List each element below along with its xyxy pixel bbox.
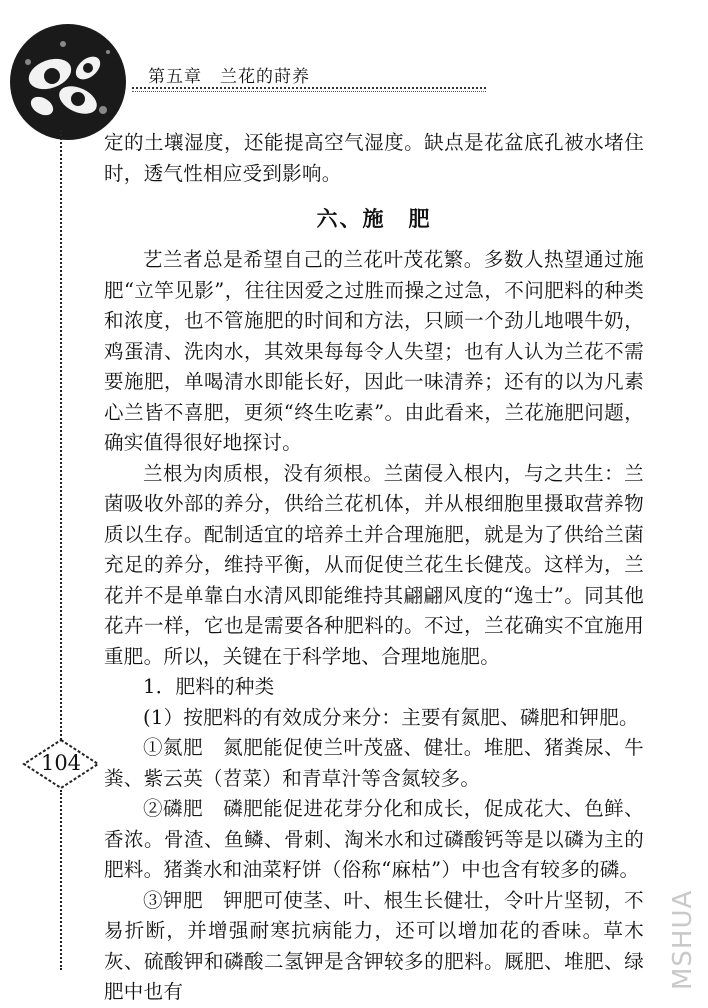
page-body: [104, 128, 644, 1008]
paragraph-1: 艺兰者总是希望自己的兰花叶茂花繁。多数人热望通过施肥“立竿见影”，往往因爱之过胜而操之过急，不问肥料的种类和浓度，也不管施肥的时间和方法，只顾一个劲儿地喂牛奶，鸡蛋清、洗肉水，其效果每每令人失望；也有人认为兰花不需要施肥，单喝清水即能长好，因此一味清养；还有的以为凡素心兰皆不喜肥，更须“终生吃素”。由此看来，兰花施肥问题，确实值得很好地探讨。: [104, 248, 644, 454]
header-divider-secondary: [132, 91, 486, 92]
left-chain-border: [60, 130, 62, 740]
page-number: 104: [40, 751, 82, 775]
item-potassium: ③钾肥 钾肥可使茎、叶、根生长健壮，令叶片坚韧，不易折断，并增强耐寒抗病能力，还可以增加花的香味。草木灰、硫酸钾和磷酸二氢钾是含钾较多的肥料。厩肥、堆肥、绿肥中也有: [104, 888, 644, 1003]
sub-subheading: (1）按肥料的有效成分来分：主要有氮肥、磷肥和钾肥。: [143, 705, 639, 729]
watermark-text: MSHUA: [668, 889, 698, 990]
item-nitrogen: ①氮肥 氮肥能促使兰叶茂盛、健壮。堆肥、猪粪尿、牛粪、紫云英（苕菜）和青草汁等含氮较多。: [104, 736, 644, 790]
left-chain-border-lower: [60, 790, 62, 970]
section-title: 六、施 肥: [316, 206, 432, 231]
chapter-flower-emblem: [8, 22, 128, 142]
header-divider: [132, 87, 486, 89]
subheading: 1．肥料的种类: [143, 675, 275, 698]
item-phosphorus: ②磷肥 磷肥能促进花芽分化和成长，促成花大、色鲜、香浓。骨渣、鱼鳞、骨刺、淘米水和过磷酸钙等是以磷为主的肥料。猪粪水和油菜籽饼（俗称“麻枯”）中也含有较多的磷。: [104, 797, 644, 881]
page-number-badge: [22, 738, 100, 790]
chapter-header-title: 第五章 兰花的莳养: [148, 67, 310, 87]
paragraph-2: 兰根为肉质根，没有须根。兰菌侵入根内，与之共生：兰菌吸收外部的养分，供给兰花机体，并从根细胞里摄取营养物质以生存。配制适宜的培养土并合理施肥，就是为了供给兰菌充足的养分，维持平衡，从而促使兰花生长健茂。这样为，兰花并不是单靠白水清风即能维持其翩翩风度的“逸士”。同其他花卉一样，它也是需要各种肥料的。不过，兰花确实不宜施用重肥。所以，关键在于科学地、合理地施肥。: [104, 461, 644, 668]
lead-paragraph: 定的土壤湿度，还能提高空气湿度。缺点是花盆底孔被水堵住时，透气性相应受到影响。: [104, 131, 644, 185]
